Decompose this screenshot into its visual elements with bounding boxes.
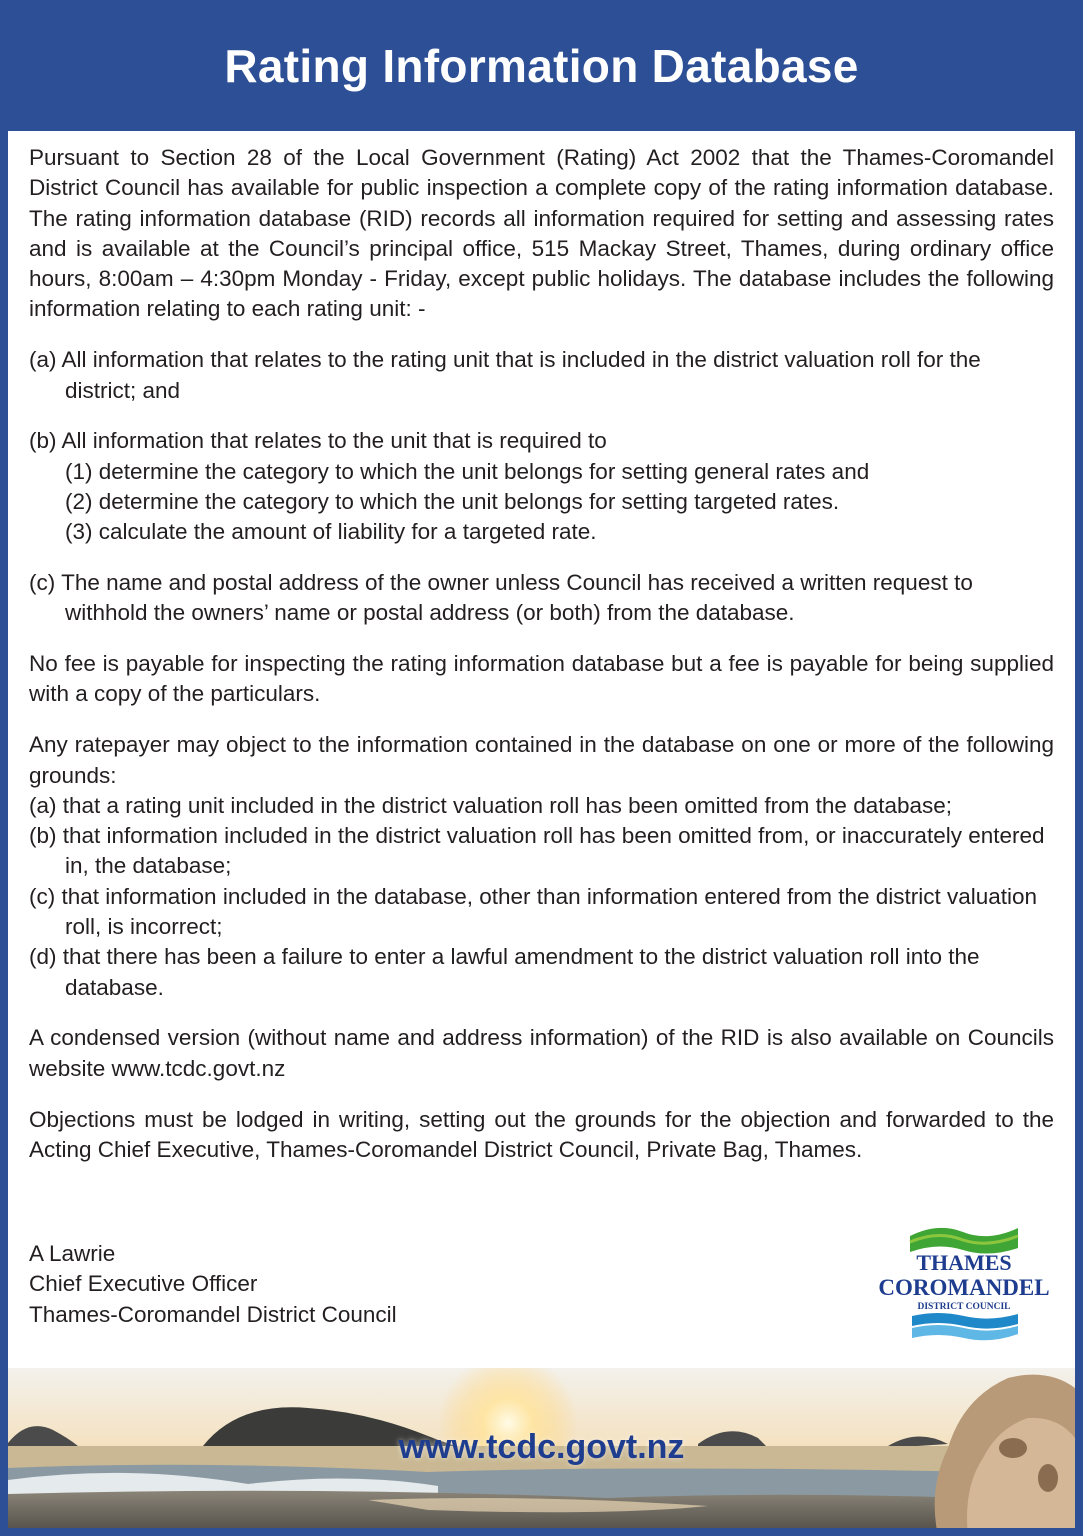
logo-line-council: DISTRICT COUNCIL — [917, 1302, 1011, 1312]
ground-c: (c) that information included in the database, other than information entered from the district valuation roll, is incorrect; — [29, 883, 1038, 940]
info-list — [29, 345, 1054, 406]
info-list-b — [29, 426, 1054, 547]
info-item-c: (c) The name and postal address of the owner unless Council has received a written request to withhold the owners’ name or postal address (or both) from the database. — [29, 570, 973, 626]
signatory-name: A Lawrie — [29, 1241, 116, 1266]
fee-paragraph: No fee is payable for inspecting the rating information database but a fee is payable for being supplied with a copy of the particulars. — [29, 651, 1054, 707]
title-banner — [8, 0, 1075, 131]
signatory-role: Chief Executive Officer — [29, 1271, 258, 1297]
ground-b: (b) that information included in the district valuation roll has been omitted from, or inaccurately entered in, the database; — [29, 823, 1045, 879]
info-list-c — [29, 568, 1054, 629]
council-logo — [868, 1218, 1058, 1348]
info-item-a: (a) All information that relates to the rating unit that is included in the district valuation roll for the district; and — [29, 347, 981, 403]
info-subitem-3: (3) calculate the amount of liability for a targeted rate. — [65, 519, 597, 545]
footer-beach-image — [8, 1368, 1075, 1528]
info-subitem-2: (2) determine the category to which the unit belongs for setting targeted rates. — [65, 488, 840, 514]
grounds-list — [29, 791, 1054, 1003]
page-title: Rating Information Database — [224, 39, 859, 92]
condensed-paragraph: A condensed version (without name and address information) of the RID is also available on Councils website www.tcdc.govt.nz — [29, 1025, 1054, 1081]
signatory-org: Thames-Coromandel District Council — [29, 1301, 397, 1327]
lodging-paragraph: Objections must be lodged in writing, setting out the grounds for the objection and forwarded to the Acting Chief Executive, Thames-Coromandel District Council, Private Bag, Thames. — [29, 1106, 1054, 1162]
logo-line-thames: THAMES — [916, 1250, 1012, 1275]
notice-body — [29, 143, 1054, 1186]
info-item-b: (b) All information that relates to the unit that is required to — [29, 428, 607, 454]
objection-intro: Any ratepayer may object to the information contained in the database on one or more of the following grounds: — [29, 732, 1054, 788]
footer-website-link[interactable]: www.tcdc.govt.nz — [398, 1428, 685, 1466]
ground-d: (d) that there has been a failure to enter a lawful amendment to the district valuation roll into the database. — [29, 944, 980, 1000]
signature-block — [29, 1239, 397, 1330]
logo-line-coromandel: COROMANDEL — [878, 1275, 1050, 1300]
info-subitem-1: (1) determine the category to which the unit belongs for setting general rates and — [65, 458, 870, 484]
ground-a: (a) that a rating unit included in the district valuation roll has been omitted from the database; — [29, 792, 953, 818]
intro-paragraph: Pursuant to Section 28 of the Local Government (Rating) Act 2002 that the Thames-Coromandel District Council has available for public inspection a complete copy of the rating information database. The rating information database (RID) records all information required for setting and assessing rates and is available at the Council’s principal office, 515 Mackay Street, Thames, during ordinary office hours, 8:00am – 4:30pm Monday - Friday, except public holidays. The database includes the following information relating to each rating unit: - — [29, 145, 1054, 322]
